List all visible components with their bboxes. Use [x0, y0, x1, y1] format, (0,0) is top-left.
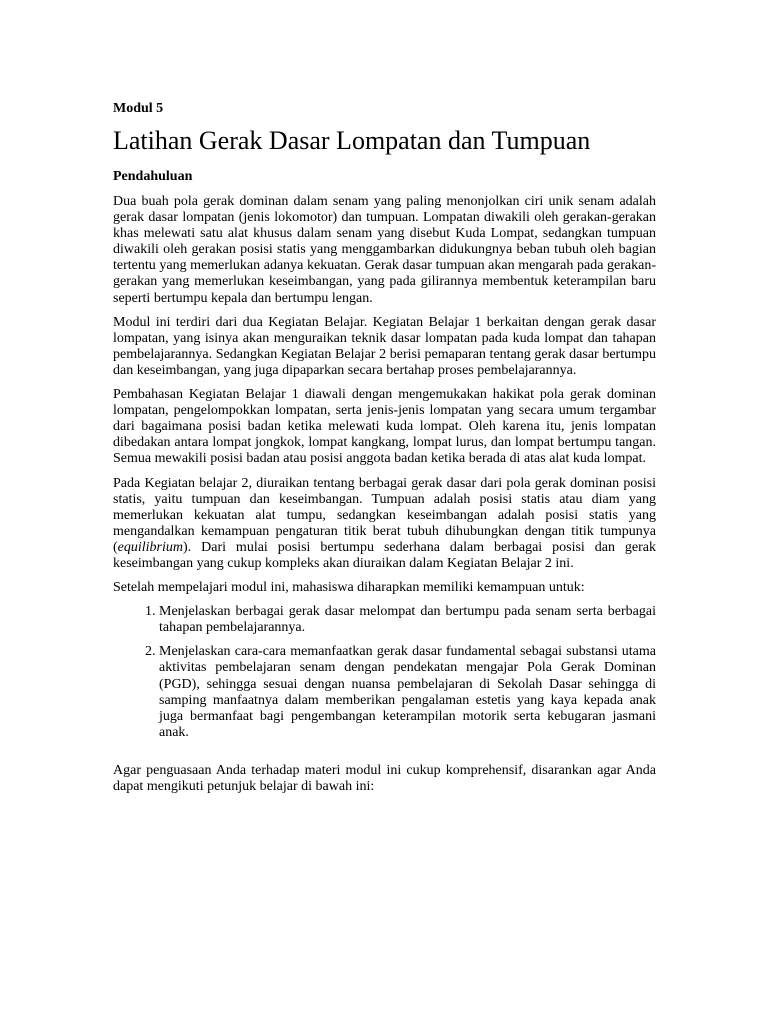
- objectives-list: [113, 604, 656, 741]
- page-title: Latihan Gerak Dasar Lompatan dan Tumpuan: [113, 126, 591, 155]
- paragraph-text: Pada Kegiatan belajar 2, diuraikan tentang berbagai gerak dasar dari pola gerak dominan posisi statis, yaitu tumpuan dan keseimbangan. Tumpuan adalah posisi statis atau diam yang memerlukan kekuatan alat tumpu, sedangkan keseimbangan adalah posisi statis yang mengandalkan kemampuan pengaturan titik berat tubuh dihubungkan dengan titik tumpunya (: [113, 475, 656, 555]
- italic-term: equilibrium: [117, 539, 184, 555]
- paragraph-text: ). Dari mulai posisi bertumpu sederhana dalam berbagai posisi dan gerak keseimbangan yang cukup kompleks akan diuraikan dalam Kegiatan Belajar 2 ini.: [113, 539, 656, 571]
- paragraph-intro: Dua buah pola gerak dominan dalam senam yang paling menonjolkan ciri unik senam adalah gerak dasar lompatan (jenis lokomotor) dan tumpuan. Lompatan diwakili oleh gerakan-gerakan khas melewati satu alat khusus dalam senam yang disebut Kuda Lompat, sedangkan tumpuan diwakili oleh gerakan posisi statis yang menggambarkan didukungnya beban tubuh oleh bagian tertentu yang memerlukan adanya kekuatan. Gerak dasar tumpuan akan mengarah pada gerakan-gerakan yang memerlukan keseimbangan, yang pada gilirannya membentuk keterampilan baru seperti bertumpu kepala dan bertumpu lengan.: [113, 194, 656, 306]
- paragraph-module-structure: Modul ini terdiri dari dua Kegiatan Belajar. Kegiatan Belajar 1 berkaitan dengan gerak dasar lompatan, yang isinya akan menguraikan teknik dasar lompatan pada kuda lompat dan tahapan pembelajarannya. Sedangkan Kegiatan Belajar 2 berisi pemaparan tentang gerak dasar bertumpu dan keseimbangan, yang juga dipaparkan secara bertahap proses pembelajarannya.: [113, 314, 656, 378]
- list-item: 1. Menjelaskan berbagai gerak dasar melompat dan bertumpu pada senam serta berbagai tahapan pembelajarannya.: [159, 604, 656, 636]
- paragraph-closing: Agar penguasaan Anda terhadap materi modul ini cukup komprehensif, disarankan agar Anda dapat mengikuti petunjuk belajar di bawah ini:: [113, 762, 656, 794]
- paragraph-kegiatan-belajar-2: [113, 476, 656, 573]
- section-heading: Pendahuluan: [113, 169, 193, 184]
- paragraph-objectives-intro: Setelah mempelajari modul ini, mahasiswa diharapkan memiliki kemampuan untuk:: [113, 580, 585, 596]
- document-page: [113, 100, 656, 795]
- paragraph-kegiatan-belajar-1: Pembahasan Kegiatan Belajar 1 diawali dengan mengemukakan hakikat pola gerak dominan lompatan, pengelompokkan lompatan, serta jenis-jenis lompatan yang secara umum tergambar dari bagaimana posisi badan ketika melewati kuda lompat. Oleh karena itu, jenis lompatan dibedakan antara lompat jongkok, lompat kangkang, lompat lurus, dan lompat bertumpu tangan. Semua mewakili posisi badan atau posisi anggota badan ketika berada di atas alat kuda lompat.: [113, 387, 656, 467]
- list-item: 2. Menjelaskan cara-cara memanfaatkan gerak dasar fundamental sebagai substansi utama aktivitas pembelajaran senam dengan pendekatan mengajar Pola Gerak Dominan (PGD), sehingga sesuai dengan nuansa pembelajaran di Sekolah Dasar sehingga di samping manfaatnya dalam memberikan pengalaman estetis yang kaya kepada anak juga bermanfaat bagi pengembangan keterampilan motorik serta kebugaran jasmani anak.: [159, 644, 656, 741]
- module-label: Modul 5: [113, 101, 164, 116]
